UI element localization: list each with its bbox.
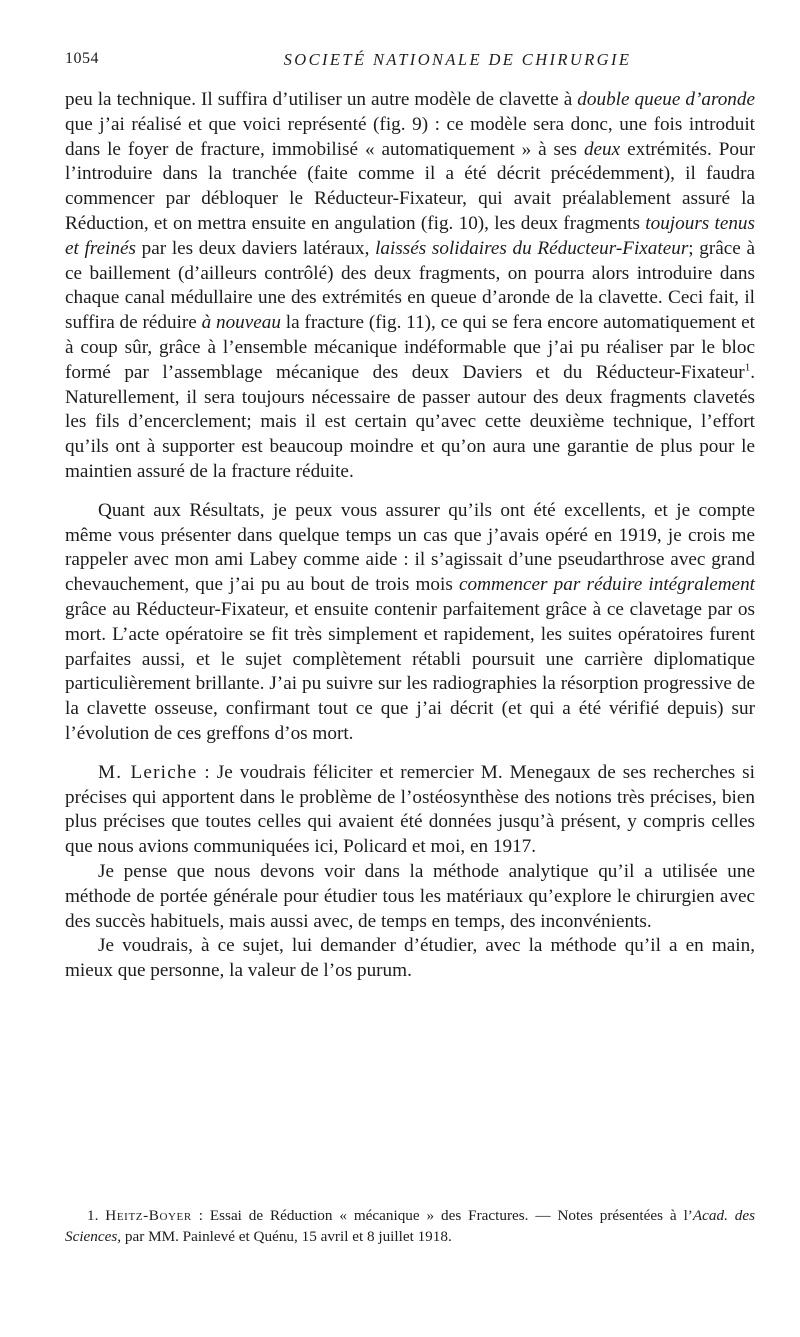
text-run: ; grâce à ce baillement (d’ailleurs contrôlé) des deux fragments, on pourra alors introduire dans chaque canal médullaire une des extrémités en queue d’aronde de la clavette. Ceci fait, il suffira de réduire — [65, 237, 755, 334]
text-run: que j’ai réalisé et que voici représenté (fig. 9) : ce modèle sera donc, une fois introduit dans le foyer de fracture, immobilisé « automatiquement » à ses — [65, 113, 755, 160]
emphasis: deux — [583, 138, 621, 160]
text-run: Quant aux Résultats, je peux vous assurer qu’ils ont été excellents, et je compte même vous présenter dans quelque temps un cas que j’avais opéré en 1919, je crois me rappeler avec mon ami Labey comme aide : il s’agissait d’une pseudarthrose avec grand chevauchement, que j’ai pu au bout de trois mois — [65, 499, 755, 596]
emphasis: double queue d’aronde — [577, 89, 756, 110]
paragraph-clavette-technique — [65, 88, 755, 485]
text-run: Je pense que nous devons voir dans la méthode analytique qu’il a utilisée une méthode de portée générale pour étudier tous les matériaux qu’explore le chirurgien avec des succès habituels, mais aussi avec, de temps en temps, des inconvénients. — [65, 860, 755, 932]
text-run: : Essai de Réduction « mécanique » des Fractures. — Notes présentées à l’ — [191, 1207, 693, 1224]
paragraph-leriche — [65, 761, 755, 860]
journal-title: SOCIETÉ NATIONALE DE CHIRURGIE — [283, 50, 632, 69]
footnote-reference: 1 — [744, 361, 751, 374]
footnote — [65, 1206, 755, 1247]
text-run: , par MM. Painlevé et Quénu, 15 avril et 8 juillet 1918. — [117, 1227, 452, 1245]
emphasis: laissés solidaires du Réducteur-Fixateur — [375, 237, 689, 259]
running-head — [65, 50, 755, 74]
text-run: peu la technique. Il suffira d’utiliser un autre modèle de clavette à — [65, 89, 578, 110]
body-text — [65, 88, 755, 984]
text-run: . Naturellement, il sera toujours nécessaire de passer autour des deux fragments clavetés les fils d’encerclement; mais il est certain qu’avec cette deuxième technique, l’effort qu’ils ont à supporter est beaucoup moindre et qu’on aura une garantie de plus pour le maintien assuré de la fracture réduite. — [65, 361, 755, 482]
emphasis: Acad. des Sciences — [65, 1207, 756, 1245]
paragraph-resultats — [65, 499, 755, 747]
paragraph-methode-analytique — [65, 860, 755, 934]
text-run: Je voudrais, à ce sujet, lui demander d’étudier, avec la méthode qu’il a en main, mieux que personne, la valeur de l’os purum. — [65, 935, 755, 982]
emphasis: commencer par réduire intégralement — [459, 574, 756, 596]
text-run: par les deux daviers latéraux, — [136, 237, 376, 259]
page-number: 1054 — [65, 50, 99, 67]
text-run: grâce au Réducteur-Fixateur, et ensuite contenir parfaitement grâce à ce clavetage par os mort. L’acte opératoire se fit très simplement et rapidement, les suites opératoires furent parfaites aussi, et le sujet complètement rétabli poursuit une carrière diplomatique particulièrement brillante. J’ai pu suivre sur les radiographies la résorption progressive de la clavette osseuse, confirmant tout ce que j’ai décrit (et qui a été vérifié depuis) sur l’évolution de ces greffons d’os mort. — [65, 598, 755, 744]
footnote-number: 1. — [87, 1207, 99, 1224]
paragraph-os-purum — [65, 934, 755, 984]
text-run: la fracture (fig. 11), ce qui se fera encore automatiquement et à coup sûr, grâce à l’ensemble mécanique indéformable que j’ai pu réaliser par le bloc formé par l’assemblage mécanique des deux Daviers et du Réducteur-Fixateur — [65, 312, 755, 383]
emphasis: à nouveau — [201, 312, 281, 334]
speaker-name: M. Leriche — [98, 761, 198, 783]
text-run: extrémités. Pour l’introduire dans la tranchée (faite comme il a été décrit précédemment), il faudra commencer par débloquer le Réducteur-Fixateur, qui avait préalablement assuré la Réduction, et on mettra ensuite en angulation (fig. 10), les deux fragments — [65, 138, 755, 234]
text-run: : Je voudrais féliciter et remercier M. Menegaux de ses recherches si précises qui apportent dans le problème de l’ostéosynthèse des notions très précises, bien plus précises que toutes celles qui avaient été données jusqu’à présent, y compris celles que nous avions communiquées ici, Policard et moi, en 1917. — [65, 761, 755, 858]
emphasis: toujours tenus et freinés — [65, 212, 755, 259]
footnote-author: Heitz-Boyer — [105, 1207, 192, 1224]
